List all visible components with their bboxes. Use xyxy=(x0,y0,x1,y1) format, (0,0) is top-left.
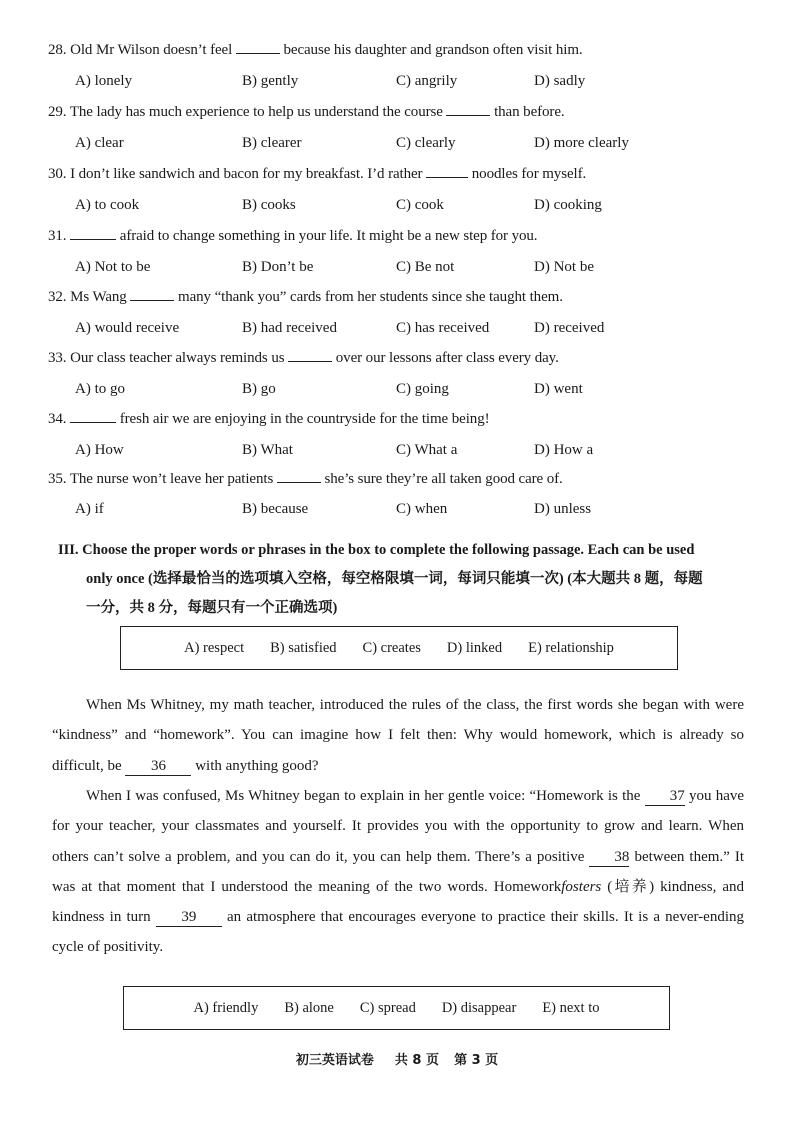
option-d: D) cooking xyxy=(534,197,602,213)
question-text: noodles for myself. xyxy=(471,166,587,182)
question-29 xyxy=(48,104,565,121)
question-number: 33. xyxy=(48,350,67,366)
passage-text: between them.” It was at that moment that I understood the meaning of the two words. Homework xyxy=(52,848,744,895)
footer-page-number: 第 3 页 xyxy=(454,1053,499,1068)
question-text: Old Mr Wilson doesn’t feel xyxy=(70,42,233,58)
option-b: B) clearer xyxy=(242,135,302,151)
option-d: D) How a xyxy=(534,442,594,458)
passage-text: When Ms Whitney, my math teacher, introduced the rules of the class, the first words she began with were “kindness” and “homework”. You can imagine how I felt then: Why would homework, which is already so difficult, be xyxy=(52,697,744,774)
question-30 xyxy=(48,166,586,183)
option-a: A) How xyxy=(75,442,124,458)
question-34 xyxy=(48,411,490,428)
option-c: C) angrily xyxy=(396,73,458,89)
question-number: 30. xyxy=(48,166,67,182)
blank-38: 38 xyxy=(589,849,629,867)
section-3-instructions xyxy=(58,536,748,623)
question-text: The lady has much experience to help us understand the course xyxy=(69,104,443,120)
option-a: A) Not to be xyxy=(75,259,151,275)
word-option: B) satisfied xyxy=(270,639,337,656)
option-b: B) Don’t be xyxy=(242,259,314,275)
instruction-line: 一分，共 8 分，每题只有一个正确选项) xyxy=(86,600,338,616)
options-29 xyxy=(75,135,715,155)
question-text: The nurse won’t leave her patients xyxy=(69,471,274,487)
word-option: C) creates xyxy=(362,639,421,656)
passage-paragraph-2 xyxy=(52,781,744,963)
option-c: C) has received xyxy=(396,320,490,336)
option-b: B) go xyxy=(242,381,276,397)
option-b: B) What xyxy=(242,442,293,458)
option-b: B) gently xyxy=(242,73,299,89)
option-a: A) clear xyxy=(75,135,124,151)
option-d: D) went xyxy=(534,381,583,397)
option-b: B) had received xyxy=(242,320,337,336)
question-number: 31. xyxy=(48,228,67,244)
word-box-1 xyxy=(120,626,678,670)
word-option: A) friendly xyxy=(193,999,259,1016)
question-31 xyxy=(48,228,537,245)
question-number: 35. xyxy=(48,471,67,487)
question-text: afraid to change something in your life. It might be a new step for you. xyxy=(119,228,538,244)
answer-blank xyxy=(426,177,468,178)
passage-text: When I was confused, Ms Whitney began to explain in her gentle voice: “Homework is the xyxy=(86,788,641,804)
option-d: D) more clearly xyxy=(534,135,629,151)
option-c: C) cook xyxy=(396,197,444,213)
option-d: D) sadly xyxy=(534,73,586,89)
options-32 xyxy=(75,320,715,340)
option-b: B) because xyxy=(242,501,309,517)
blank-39: 39 xyxy=(156,909,222,927)
blank-36: 36 xyxy=(125,758,191,776)
option-a: A) lonely xyxy=(75,73,133,89)
options-28 xyxy=(75,73,715,93)
option-b: B) cooks xyxy=(242,197,296,213)
option-d: D) received xyxy=(534,320,605,336)
passage-paragraph-1 xyxy=(52,690,744,781)
answer-blank xyxy=(70,422,116,423)
option-d: D) Not be xyxy=(534,259,594,275)
option-a: A) to cook xyxy=(75,197,140,213)
word-option: E) next to xyxy=(542,999,600,1016)
option-a: A) if xyxy=(75,501,104,517)
options-35 xyxy=(75,501,715,521)
question-text: I don’t like sandwich and bacon for my breakfast. I’d rather xyxy=(70,166,423,182)
option-d: D) unless xyxy=(534,501,592,517)
question-text: because his daughter and grandson often visit him. xyxy=(283,42,583,58)
passage-text: an atmosphere that encourages everyone to practice their skills. It is a never-ending cycle of positivity. xyxy=(52,909,744,956)
passage-text: you have for your teacher, your classmates and yourself. It provides you with the opportunity to grow and learn. When others can’t solve a problem, and you can do it, you can help them. There’s a positive xyxy=(52,788,745,865)
question-number: 28. xyxy=(48,42,67,58)
option-c: C) when xyxy=(396,501,448,517)
word-box-2 xyxy=(123,986,670,1030)
question-number: 34. xyxy=(48,411,67,427)
question-number: 32. xyxy=(48,289,67,305)
instruction-line: III. Choose the proper words or phrases in the box to complete the following passage. Each can be used xyxy=(58,542,695,558)
option-c: C) clearly xyxy=(396,135,456,151)
option-c: C) What a xyxy=(396,442,458,458)
question-text: over our lessons after class every day. xyxy=(335,350,559,366)
question-number: 29. xyxy=(48,104,67,120)
answer-blank xyxy=(236,53,280,54)
option-c: C) Be not xyxy=(396,259,455,275)
instruction-line: only once (选择最恰当的选项填入空格，每空格限填一词，每词只能填一次) (本大题共 8 题，每题 xyxy=(86,571,703,587)
word-option: E) relationship xyxy=(528,639,614,656)
page-footer xyxy=(0,1049,794,1068)
option-a: A) would receive xyxy=(75,320,180,336)
question-text: many “thank you” cards from her students since she taught them. xyxy=(178,289,563,305)
options-30 xyxy=(75,197,715,217)
word-option: B) alone xyxy=(284,999,334,1016)
answer-blank xyxy=(288,361,332,362)
answer-blank xyxy=(70,239,116,240)
footer-total-pages: 共 8 页 xyxy=(394,1053,439,1068)
question-28 xyxy=(48,42,583,59)
blank-37: 37 xyxy=(645,788,685,806)
option-a: A) to go xyxy=(75,381,125,397)
word-option: D) disappear xyxy=(441,999,517,1016)
word-option: C) spread xyxy=(359,999,416,1016)
question-text: Our class teacher always reminds us xyxy=(70,350,285,366)
options-33 xyxy=(75,381,715,401)
question-text: she’s sure they’re all taken good care of. xyxy=(324,471,563,487)
italic-word: fosters xyxy=(561,878,602,895)
word-option: A) respect xyxy=(184,639,245,656)
options-34 xyxy=(75,442,715,462)
word-option: D) linked xyxy=(446,639,503,656)
answer-blank xyxy=(277,482,321,483)
answer-blank xyxy=(130,300,174,301)
question-text: than before. xyxy=(494,104,565,120)
passage-text: (培养) kindness, and kindness in turn xyxy=(52,878,744,926)
question-35 xyxy=(48,471,563,488)
question-text: fresh air we are enjoying in the countryside for the time being! xyxy=(119,411,490,427)
question-32 xyxy=(48,289,563,306)
option-c: C) going xyxy=(396,381,449,397)
options-31 xyxy=(75,259,715,279)
question-33 xyxy=(48,350,559,367)
footer-title: 初三英语试卷 xyxy=(295,1053,374,1068)
passage-text: with anything good? xyxy=(195,757,319,774)
question-text: Ms Wang xyxy=(70,289,127,305)
answer-blank xyxy=(446,115,490,116)
